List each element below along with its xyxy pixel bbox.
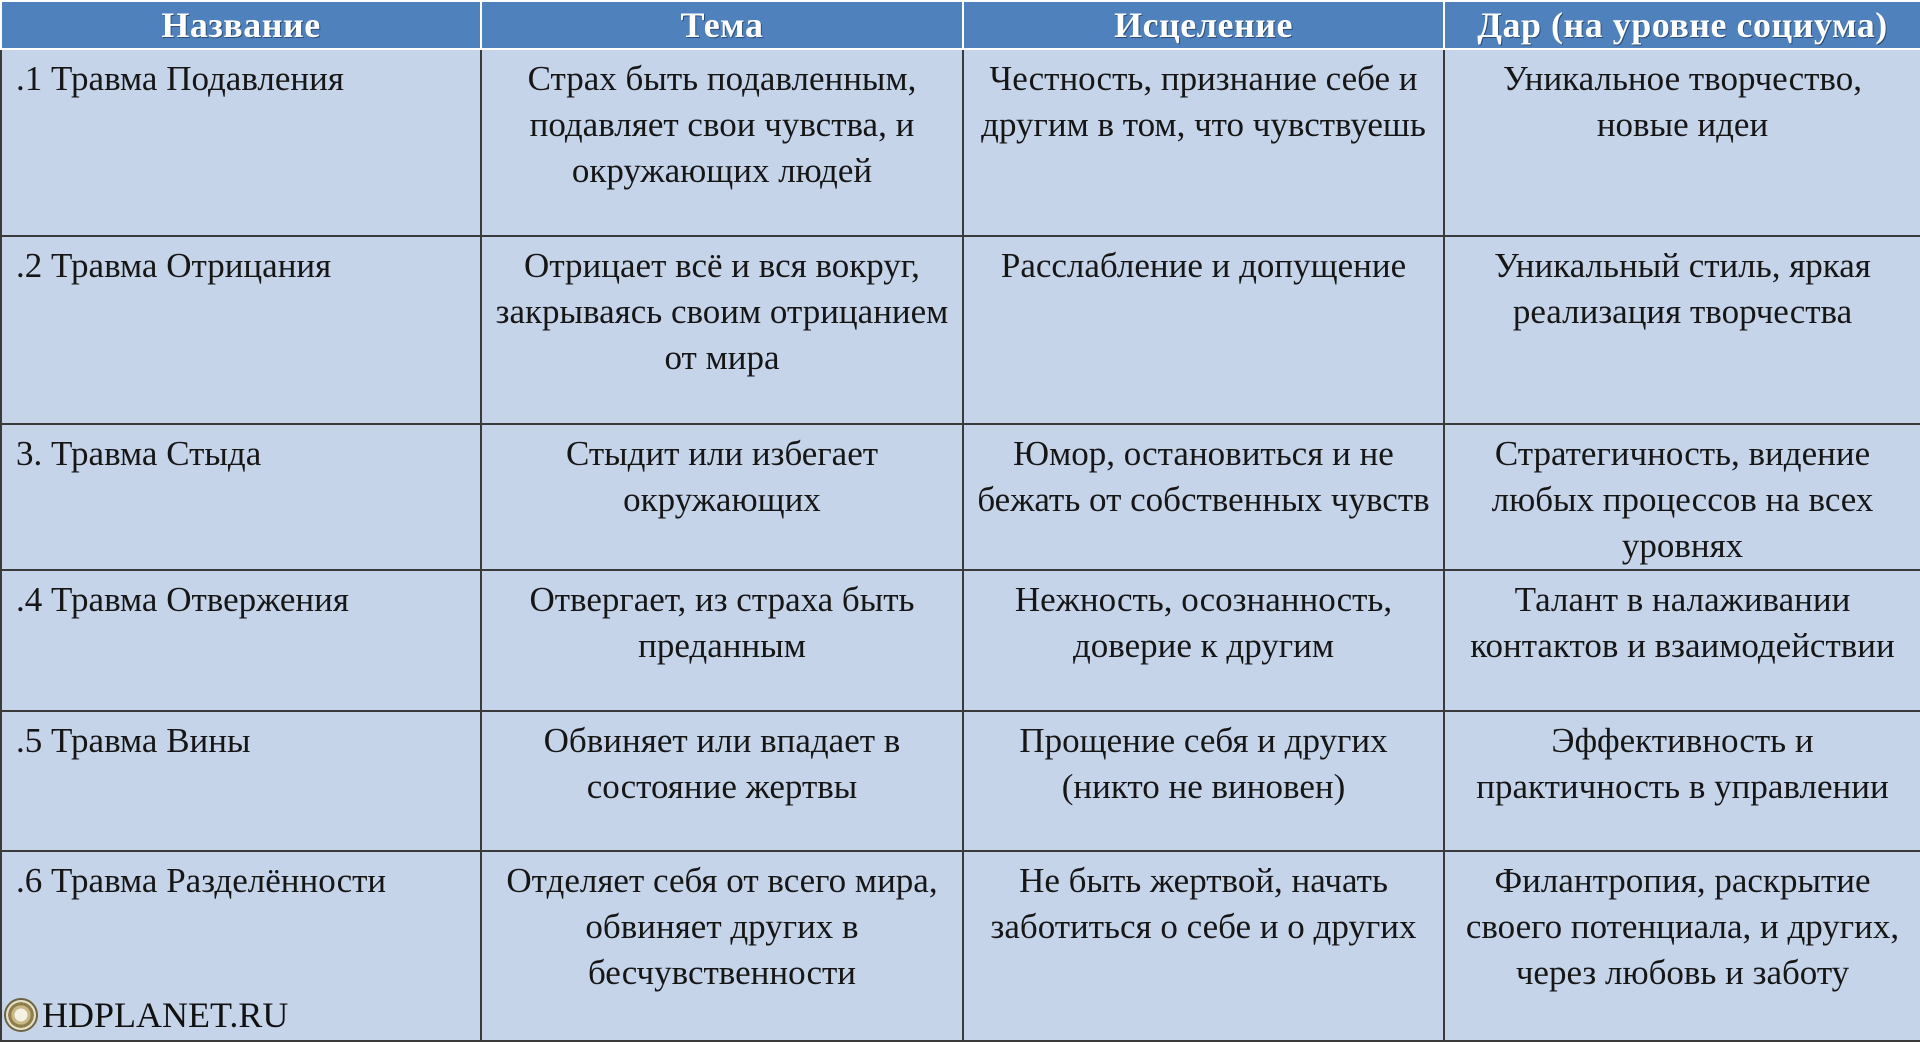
cell-healing: Расслабление и допущение [963, 236, 1444, 424]
cell-theme: Отрицает всё и вся вокруг, закрываясь своим отрицанием от мира [481, 236, 963, 424]
cell-theme: Стыдит или избегает окружающих [481, 424, 963, 570]
cell-theme: Страх быть подавленным, подавляет свои чувства, и окружающих людей [481, 49, 963, 236]
table-row [1, 570, 1920, 711]
cell-gift: Эффективность и практичность в управлении [1444, 711, 1920, 851]
table-header [1, 1, 1920, 49]
cell-name: .5 Травма Вины [1, 711, 481, 851]
globe-emblem-icon [4, 998, 38, 1032]
cell-theme: Обвиняет или впадает в состояние жертвы [481, 711, 963, 851]
header-row [1, 1, 1920, 49]
cell-gift: Талант в налаживании контактов и взаимодействии [1444, 570, 1920, 711]
header-gift: Дар (на уровне социума) [1444, 1, 1920, 49]
header-theme: Тема [481, 1, 963, 49]
cell-name: .1 Травма Подавления [1, 49, 481, 236]
cell-name: .4 Травма Отвержения [1, 570, 481, 711]
cell-theme: Отвергает, из страха быть преданным [481, 570, 963, 711]
cell-healing: Честность, признание себе и другим в том, что чувствуешь [963, 49, 1444, 236]
cell-gift: Уникальное творчество, новые идеи [1444, 49, 1920, 236]
table-body [1, 49, 1920, 1041]
cell-name: .2 Травма Отрицания [1, 236, 481, 424]
table-row [1, 424, 1920, 570]
table-row [1, 49, 1920, 236]
cell-gift: Стратегичность, видение любых процессов на всех уровнях [1444, 424, 1920, 570]
header-name: Название [1, 1, 481, 49]
cell-healing: Юмор, остановиться и не бежать от собственных чувств [963, 424, 1444, 570]
watermark-text: HDPLANET.RU [42, 995, 289, 1035]
cell-gift: Филантропия, раскрытие своего потенциала, и других, через любовь и заботу [1444, 851, 1920, 1041]
cell-name: .6 Травма Разделённости [1, 851, 481, 1041]
cell-name: 3. Травма Стыда [1, 424, 481, 570]
cell-gift: Уникальный стиль, яркая реализация творчества [1444, 236, 1920, 424]
cell-theme: Отделяет себя от всего мира, обвиняет других в бесчувственности [481, 851, 963, 1041]
cell-healing: Прощение себя и других (никто не виновен) [963, 711, 1444, 851]
cell-healing: Нежность, осознанность, доверие к другим [963, 570, 1444, 711]
table-row [1, 236, 1920, 424]
cell-healing: Не быть жертвой, начать заботиться о себе и о других [963, 851, 1444, 1041]
table-row [1, 711, 1920, 851]
table-row [1, 851, 1920, 1041]
watermark [4, 995, 288, 1035]
header-healing: Исцеление [963, 1, 1444, 49]
